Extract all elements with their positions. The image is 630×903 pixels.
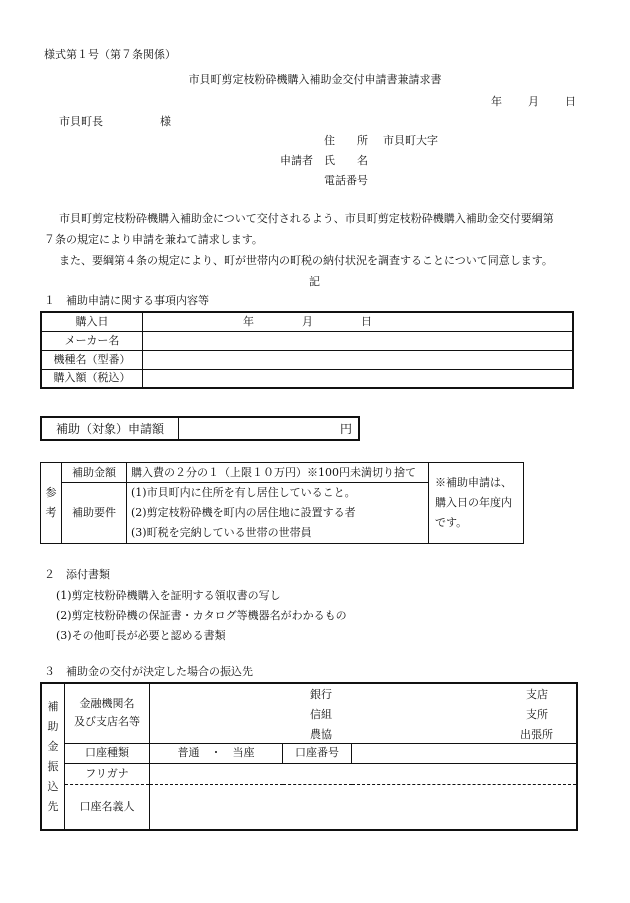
date-day: 日 xyxy=(565,95,576,108)
address-label: 住 所 xyxy=(324,134,368,147)
reference-label: 参 考 xyxy=(41,463,62,544)
attachment-item: (3)その他町長が必要と認める書類 xyxy=(56,629,226,642)
page-title: 市貝町剪定枝粉砕機購入補助金交付申請書兼請求書 xyxy=(188,73,442,86)
transfer-side-label: 補 助 金 振 込 先 xyxy=(41,683,65,830)
account-type-label: 口座種類 xyxy=(65,743,150,763)
maker-field[interactable] xyxy=(143,331,574,350)
transfer-table xyxy=(40,682,578,831)
branch-type-shucchojo: 出張所 xyxy=(520,728,553,741)
purchase-date-day: 日 xyxy=(361,315,372,328)
subsidy-amount-box xyxy=(40,416,360,441)
furigana-label: フリガナ xyxy=(65,763,150,784)
model-field[interactable] xyxy=(143,350,574,369)
purchase-date-month: 月 xyxy=(302,315,313,328)
body-line-1: 市貝町剪定枝粉砕機購入補助金について交付されるよう、市貝町剪定枝粉砕機購入補助金交付要綱第 xyxy=(59,212,554,225)
section2-heading: ２ 添付書類 xyxy=(44,568,110,581)
branch-type-shiten: 支店 xyxy=(526,688,548,701)
attachment-item: (1)剪定枝粉砕機購入を証明する領収書の写し xyxy=(56,589,281,602)
addressee-name: 市貝町長 xyxy=(59,115,103,128)
form-number: 様式第１号（第７条関係） xyxy=(44,48,176,61)
subsidy-amount-unit: 円 xyxy=(339,421,352,436)
phone-label: 電話番号 xyxy=(324,174,368,187)
purchase-date-field[interactable] xyxy=(143,312,574,331)
requirement-item: (2)剪定枝粉砕機を町内の居住地に設置する者 xyxy=(131,506,356,519)
bank-type-ginko: 銀行 xyxy=(310,688,332,701)
purchase-date-year: 年 xyxy=(243,315,254,328)
requirement-item: (3)町税を完納している世帯の世帯員 xyxy=(131,526,312,539)
applicant-label: 申請者 xyxy=(280,154,313,167)
account-number-field[interactable] xyxy=(352,743,578,763)
price-label: 購入額（税込） xyxy=(41,369,143,388)
section3-heading: ３ 補助金の交付が決定した場合の振込先 xyxy=(44,665,253,678)
branch-type-shisho: 支所 xyxy=(526,708,548,721)
requirements-list xyxy=(127,483,429,544)
reference-table xyxy=(40,462,524,544)
addressee-honorific: 様 xyxy=(160,115,171,128)
subsidy-rate-text: 購入費の２分の１（上限１０万円）※100円未満切り捨て xyxy=(127,463,429,483)
section1-heading: １ 補助申請に関する事項内容等 xyxy=(44,294,209,307)
subsidy-amount-field[interactable] xyxy=(179,417,360,440)
price-field[interactable] xyxy=(143,369,574,388)
date-year: 年 xyxy=(491,95,502,108)
bank-type-nokyo: 農協 xyxy=(310,728,332,741)
account-holder-field[interactable] xyxy=(150,784,578,830)
requirements-label: 補助要件 xyxy=(62,483,127,544)
purchase-table xyxy=(40,311,574,389)
name-label: 氏 名 xyxy=(324,154,368,167)
reference-note: ※補助申請は、 購入日の年度内 です。 xyxy=(435,476,512,529)
body-line-3: また、要綱第４条の規定により、町が世帯内の町税の納付状況を調査することについて同意します。 xyxy=(59,254,553,267)
bank-type-shinkumi: 信組 xyxy=(310,708,332,721)
model-label: 機種名（型番） xyxy=(41,350,143,369)
ki-mark: 記 xyxy=(309,275,320,288)
account-number-label: 口座番号 xyxy=(283,743,352,763)
requirement-item: (1)市貝町内に住所を有し居住していること。 xyxy=(131,486,356,499)
subsidy-amount-label: 補助（対象）申請額 xyxy=(41,417,179,440)
attachment-item: (2)剪定枝粉砕機の保証書・カタログ等機器名がわかるもの xyxy=(56,609,347,622)
account-holder-label: 口座名義人 xyxy=(65,784,150,830)
purchase-date-label: 購入日 xyxy=(41,312,143,331)
furigana-field[interactable] xyxy=(150,763,578,784)
body-line-2: ７条の規定により申請を兼ねて請求します。 xyxy=(44,233,263,246)
date-month: 月 xyxy=(528,95,539,108)
subsidy-rate-label: 補助金額 xyxy=(62,463,127,483)
bank-label: 金融機関名 及び支店名等 xyxy=(65,683,150,743)
address-value: 市貝町大字 xyxy=(383,134,438,147)
account-type-options[interactable]: 普通 ・ 当座 xyxy=(150,743,283,763)
maker-label: メーカー名 xyxy=(41,331,143,350)
bank-field[interactable] xyxy=(150,683,578,743)
